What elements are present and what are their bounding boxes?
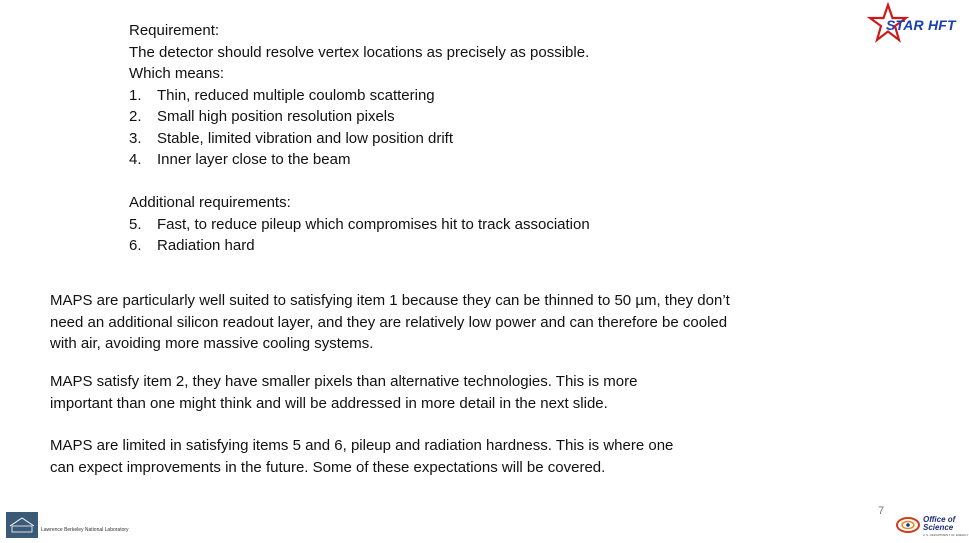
- paragraph-line: MAPS satisfy item 2, they have smaller pixels than alternative technologies. This is more: [50, 373, 638, 390]
- paragraph-maps-item2: [50, 371, 820, 414]
- item-number: 1.: [129, 86, 142, 104]
- list-item: [129, 235, 255, 257]
- item-text: Small high position resolution pixels: [157, 108, 395, 125]
- berkeley-lab-text: Lawrence Berkeley National Laboratory: [41, 527, 129, 533]
- item-text: Stable, limited vibration and low position drift: [157, 129, 453, 147]
- doe-emblem-icon: [895, 514, 921, 536]
- item-text: Radiation hard: [157, 237, 255, 254]
- list-item: [129, 106, 395, 128]
- item-number: 4.: [129, 151, 142, 168]
- item-number: 6.: [129, 237, 142, 254]
- requirement-heading: Requirement:: [129, 22, 220, 39]
- additional-heading: Additional requirements:: [129, 194, 291, 211]
- paragraph-line: with air, avoiding more massive cooling systems.: [50, 335, 374, 352]
- berkeley-lab-emblem-icon: [6, 512, 38, 538]
- berkeley-lab-logo: [6, 512, 129, 538]
- office-of-science-text: Office of Science: [923, 515, 956, 532]
- paragraph-line: MAPS are particularly well suited to satisfying item 1 because they can be thinned to 50 µm, they don’t: [50, 292, 730, 309]
- requirement-statement: The detector should resolve vertex locations as precisely as possible.: [129, 43, 590, 61]
- page-number: 7: [878, 505, 885, 517]
- item-number: 2.: [129, 108, 142, 125]
- item-text: Fast, to reduce pileup which compromises hit to track association: [157, 215, 590, 233]
- item-number: 5.: [129, 215, 142, 233]
- logo-text: STAR HFT: [886, 17, 956, 33]
- paragraph-maps-limits: [50, 435, 820, 478]
- item-text: Inner layer close to the beam: [157, 151, 351, 168]
- list-item: [129, 149, 350, 171]
- list-item: [129, 214, 590, 236]
- paragraph-line: can expect improvements in the future. Some of these expectations will be covered.: [50, 458, 606, 476]
- item-number: 3.: [129, 129, 142, 147]
- paragraph-maps-item1: [50, 290, 820, 355]
- list-item: [129, 85, 435, 107]
- item-text: Thin, reduced multiple coulomb scattering: [157, 86, 435, 104]
- paragraph-line: important than one might think and will be addressed in more detail in the next slide.: [50, 394, 608, 412]
- which-means-label: Which means:: [129, 65, 225, 82]
- paragraph-line: need an additional silicon readout layer, and they are relatively low power and can therefore be cooled: [50, 313, 728, 331]
- paragraph-line: MAPS are limited in satisfying items 5 and 6, pileup and radiation hardness. This is where one: [50, 437, 674, 454]
- list-item: [129, 128, 453, 150]
- star-hft-logo: [868, 4, 958, 44]
- office-of-science-logo: [895, 514, 969, 540]
- doe-subtext: U.S. DEPARTMENT OF ENERGY: [923, 533, 969, 537]
